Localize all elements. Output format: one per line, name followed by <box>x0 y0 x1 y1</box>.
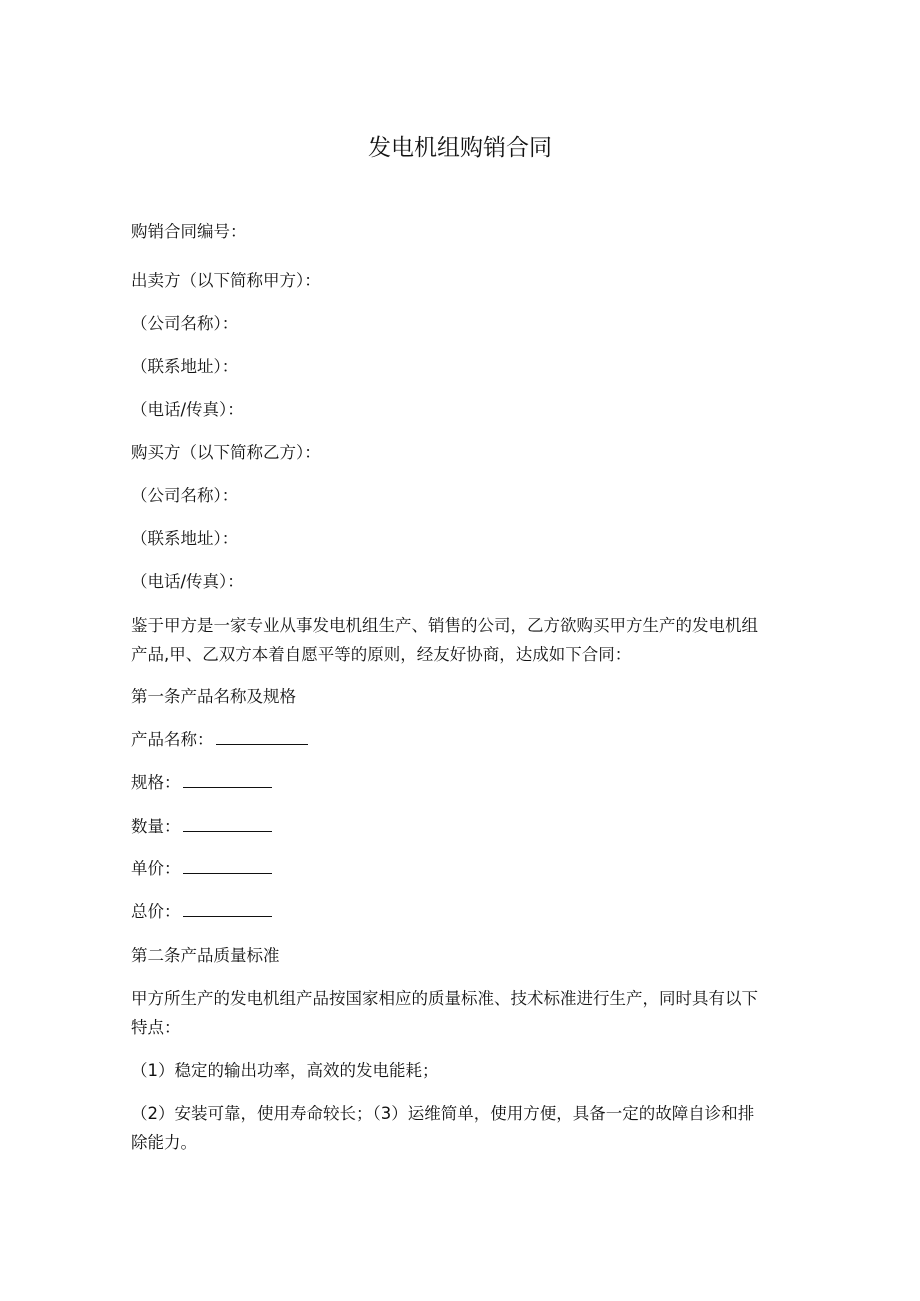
article2-points-line-2: 除能力。 <box>131 1133 197 1152</box>
spec-label: 规格： <box>131 773 181 792</box>
seller-heading: 出卖方（以下简称甲方）： <box>131 271 321 290</box>
buyer-heading: 购买方（以下简称乙方）： <box>131 443 321 462</box>
spec-blank <box>183 773 272 788</box>
quantity-label: 数量： <box>131 817 181 836</box>
article2-points-line-1: （2）安装可靠，使用寿命较长；（3）运维简单，使用方便，具备一定的故障自诊和排 <box>131 1104 755 1123</box>
document-title: 发电机组购销合同 <box>368 135 552 161</box>
article2-point-1: （1）稳定的输出功率，高效的发电能耗； <box>131 1061 439 1080</box>
article1-heading: 第一条产品名称及规格 <box>131 687 296 706</box>
total-price-blank <box>183 902 272 917</box>
article2-intro-line-2: 特点： <box>131 1018 181 1037</box>
total-price-label: 总价： <box>131 902 181 921</box>
spec-row <box>131 768 791 797</box>
article2-heading: 第二条产品质量标准 <box>131 946 280 965</box>
total-price-row <box>131 897 791 926</box>
product-name-row <box>131 725 791 754</box>
seller-address: （联系地址）： <box>131 357 239 376</box>
preamble-paragraph <box>131 611 791 669</box>
unit-price-blank <box>183 859 272 874</box>
preamble-line-2: 产品,甲、乙双方本着自愿平等的原则，经友好协商，达成如下合同： <box>131 645 632 664</box>
article2-intro <box>131 984 791 1042</box>
unit-price-label: 单价： <box>131 859 181 878</box>
seller-phone-fax: （电话/传真）： <box>131 400 244 419</box>
quantity-blank <box>183 817 272 832</box>
buyer-phone-fax: （电话/传真）： <box>131 572 244 591</box>
product-name-blank <box>216 730 308 745</box>
seller-company-name: （公司名称）： <box>131 314 239 333</box>
contract-number-label: 购销合同编号： <box>131 222 247 241</box>
unit-price-row <box>131 854 791 883</box>
quantity-row <box>131 812 791 841</box>
article2-intro-line-1: 甲方所生产的发电机组产品按国家相应的质量标准、技术标准进行生产，同时具有以下 <box>131 989 758 1008</box>
buyer-address: （联系地址）： <box>131 529 239 548</box>
buyer-company-name: （公司名称）： <box>131 486 239 505</box>
product-name-label: 产品名称： <box>131 730 214 749</box>
preamble-line-1: 鉴于甲方是一家专业从事发电机组生产、销售的公司，乙方欲购买甲方生产的发电机组 <box>131 616 758 635</box>
article2-points-2-3 <box>131 1099 791 1157</box>
